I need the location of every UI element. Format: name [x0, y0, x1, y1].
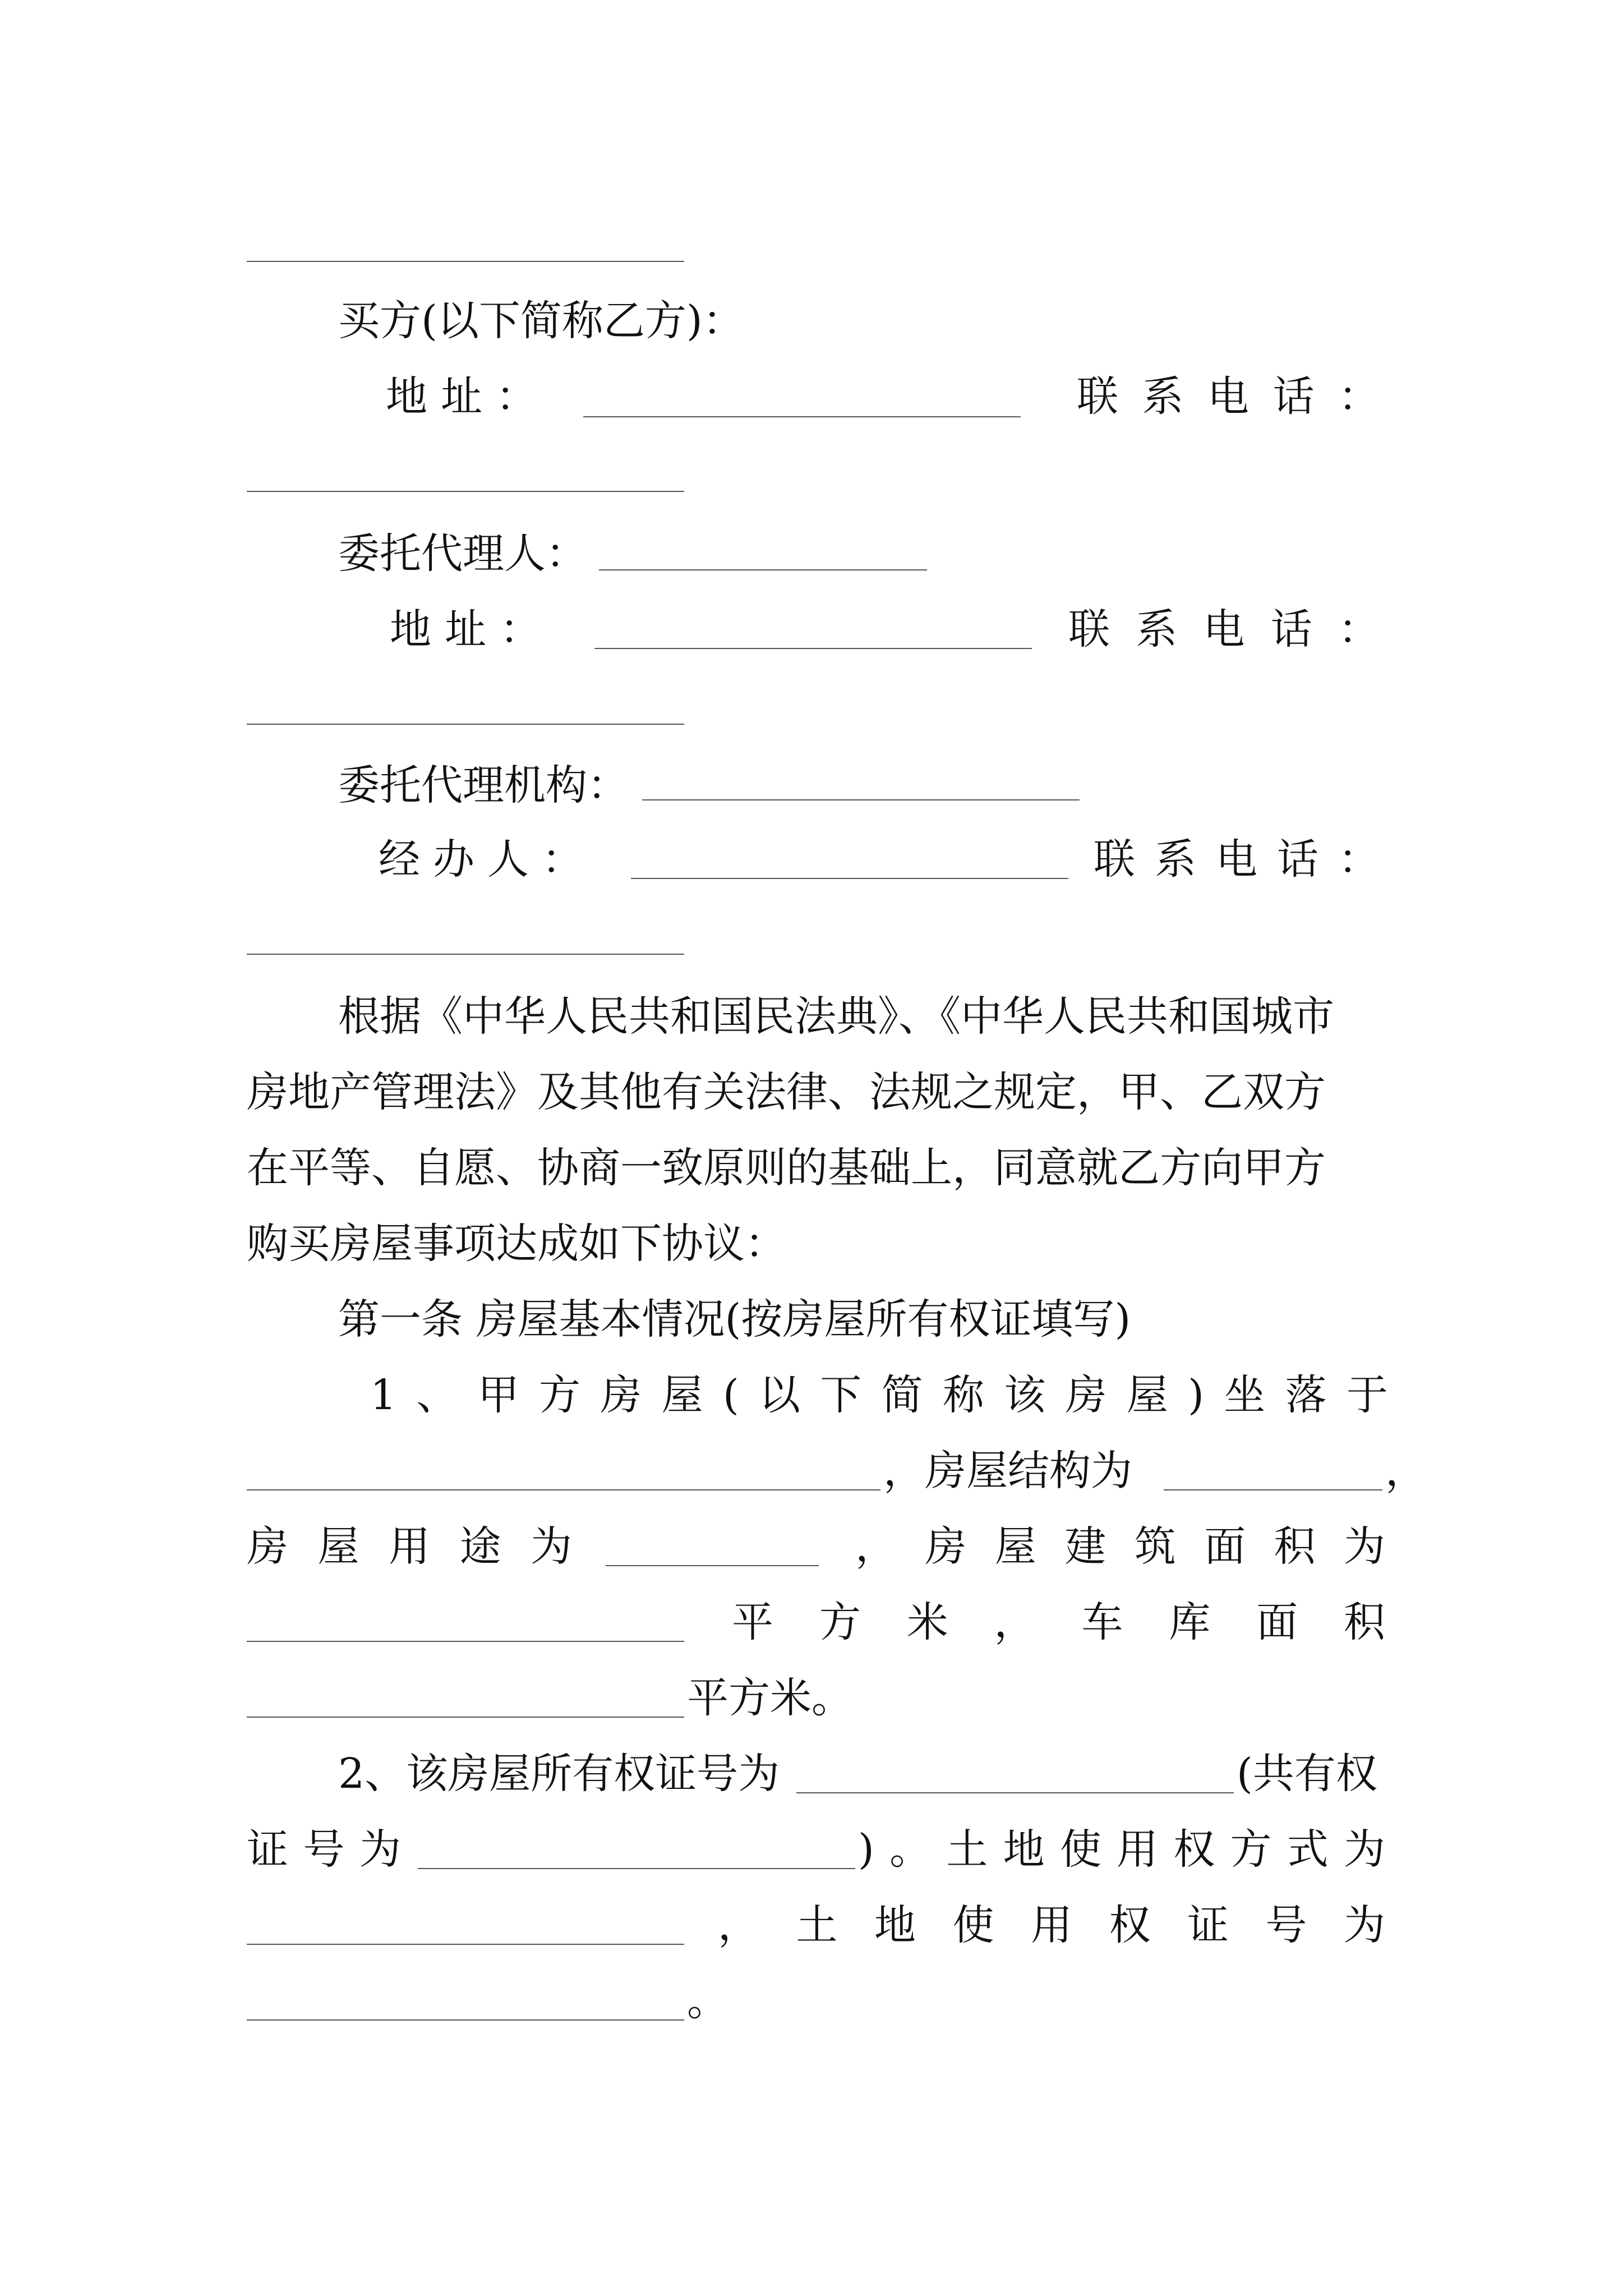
- agent-address-label: 地 址 ：: [390, 605, 541, 654]
- agency-phone-field[interactable]: [247, 954, 684, 955]
- agent-label: 委托代理人：: [338, 530, 587, 578]
- agency-label: 委托代理机构：: [338, 761, 629, 809]
- comma: ，: [1385, 1447, 1427, 1495]
- preamble-line: 购买房屋事项达成如下协议：: [247, 1220, 786, 1268]
- buyer-address-field[interactable]: [583, 416, 1021, 417]
- usage-label: 房 屋 用 途 为: [247, 1522, 572, 1571]
- structure-label: ，房屋结构为: [883, 1447, 1132, 1495]
- co-cert-field[interactable]: [418, 1868, 855, 1869]
- house-structure-field[interactable]: [1164, 1489, 1382, 1490]
- co-ownership-open: (共有权: [1237, 1750, 1377, 1798]
- agency-phone-label: 联 系 电 话 ：: [1094, 835, 1380, 884]
- house-usage-field[interactable]: [606, 1565, 819, 1566]
- sqm-garage-label: 平 方 米 ， 车 库 面 积: [732, 1598, 1385, 1646]
- preamble-line: 在平等、自愿、协商一致原则的基础上，同意就乙方向甲方: [247, 1144, 1326, 1192]
- land-cert-field[interactable]: [247, 2019, 684, 2021]
- co-cert-label: 证 号 为: [247, 1825, 401, 1874]
- land-use-label: ) 。 土 地 使 用 权 方 式 为: [858, 1825, 1385, 1874]
- agent-name-field[interactable]: [599, 569, 927, 570]
- blank-line[interactable]: [247, 261, 684, 262]
- building-area-field[interactable]: [247, 1641, 684, 1642]
- period-end: 。: [687, 1977, 728, 2025]
- agent-address-field[interactable]: [594, 648, 1032, 649]
- buyer-address-label: 地 址 ：: [386, 372, 537, 421]
- agent-phone-label: 联 系 电 话 ：: [1068, 605, 1380, 654]
- preamble-line: 房地产管理法》及其他有关法律、法规之规定，甲、乙双方: [247, 1068, 1326, 1116]
- preamble-line: 根据《中华人民共和国民法典》、《中华人民共和国城市: [338, 992, 1334, 1041]
- article-1-title: 第一条 房屋基本情况(按房屋所有权证填写): [338, 1295, 1131, 1343]
- handler-label: 经 办 人 ：: [379, 835, 583, 884]
- buyer-phone-label: 联 系 电 话 ：: [1077, 372, 1380, 421]
- land-use-method-field[interactable]: [247, 1944, 684, 1945]
- item-1-location-label: 1 、 甲 方 房 屋 ( 以 下 简 称 该 房 屋 ) 坐 落 于: [370, 1371, 1388, 1419]
- item-2-cert-label: 2、该房屋所有权证号为: [338, 1750, 780, 1798]
- buyer-heading: 买方(以下简称乙方)：: [338, 297, 744, 345]
- agent-phone-field[interactable]: [247, 724, 684, 725]
- agency-name-field[interactable]: [642, 799, 1080, 800]
- area-label: ， 房 屋 建 筑 面 积 为: [855, 1522, 1385, 1571]
- house-location-field[interactable]: [247, 1489, 880, 1490]
- garage-area-field[interactable]: [247, 1717, 684, 1718]
- handler-field[interactable]: [631, 878, 1068, 879]
- sqm-end: 平方米。: [687, 1674, 853, 1722]
- buyer-phone-field[interactable]: [247, 491, 684, 492]
- land-cert-label: ， 土 地 使 用 权 证 号 为: [718, 1901, 1385, 1949]
- ownership-cert-field[interactable]: [796, 1792, 1234, 1793]
